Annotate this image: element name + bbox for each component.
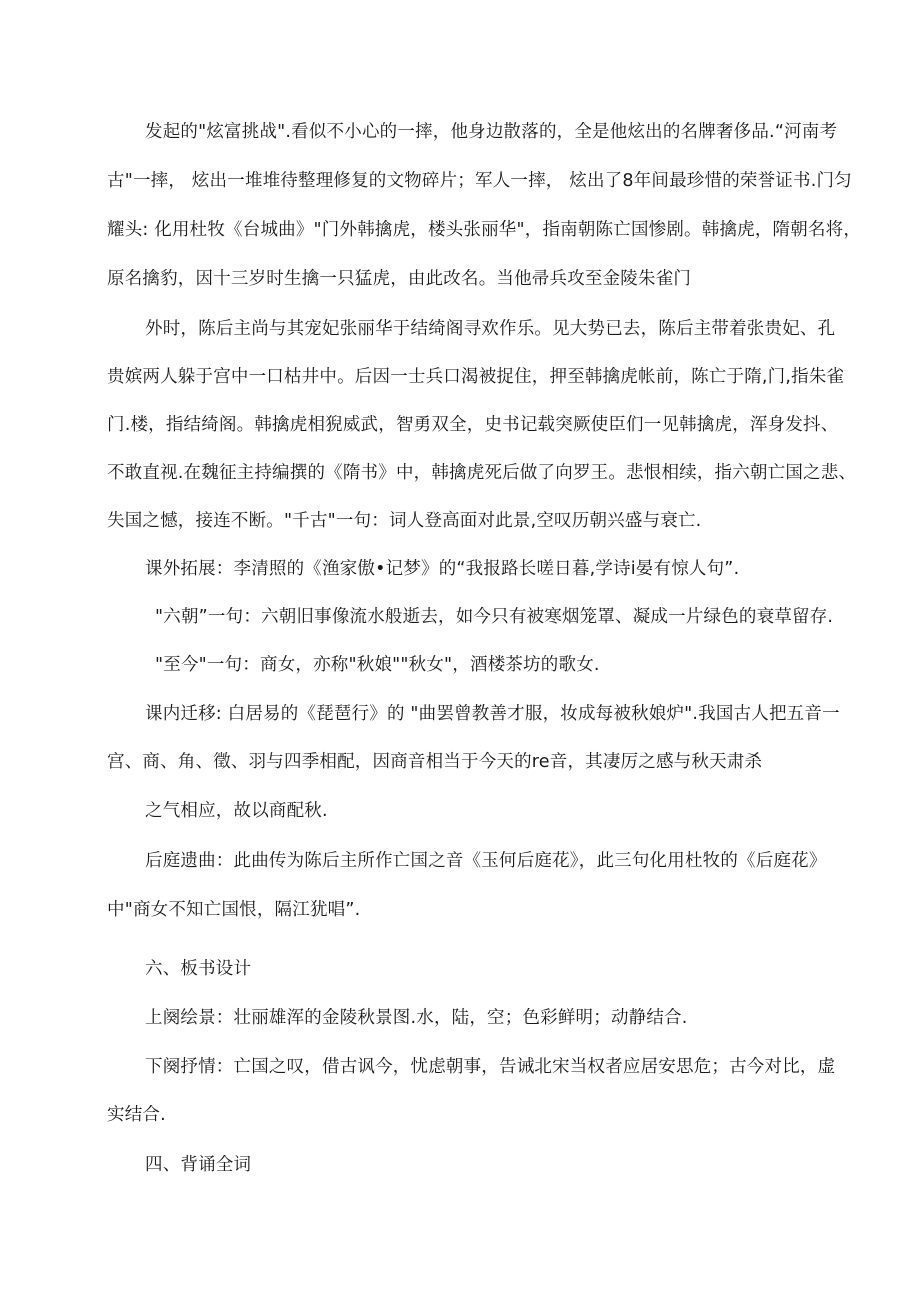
paragraph-line: 下阕抒情：亡国之叹，借古讽今，忧虑朝事，告诫北宋当权者应居安思危；古今对比，虚 — [145, 1057, 836, 1077]
paragraph-line: 外时，陈后主尚与其宠妃张丽华于结绮阁寻欢作乐。见大势已去，陈后主带着张贵妃、孔 — [145, 319, 836, 339]
paragraph-line: 之气相应，故以商配秋. — [145, 801, 328, 821]
section-heading: 六、板书设计 — [145, 959, 252, 979]
paragraph-line: 原名擒豹，因十三岁时生擒一只猛虎，由此改名。当他帚兵攻至金陵朱雀门 — [107, 269, 692, 289]
paragraph-line: 耀头: 化用杜牧《台城曲》"门外韩擒虎，楼头张丽华"，指南朝陈亡国惨剧。韩擒虎，隋朝名将， — [107, 220, 862, 240]
section-heading: 四、背诵全词 — [145, 1155, 252, 1175]
paragraph-line: 贵嫔两人躲于宫中一口枯井中。后因一士兵口渴被捉住，押至韩擒虎帐前，陈亡于隋,门,指朱雀 — [107, 367, 845, 387]
paragraph-line: "至今"一句：商女，亦称"秋娘""秋女"，酒楼茶坊的歌女. — [155, 655, 600, 675]
paragraph-line: 后庭遗曲：此曲传为陈后主所作亡国之音《玉何后庭花》，此三句化用杜牧的《后庭花》 — [145, 851, 827, 871]
paragraph-line: 实结合. — [107, 1105, 166, 1125]
paragraph-line: 中"商女不知亡国恨，隔江犹唱”. — [107, 900, 361, 920]
paragraph-line: 课内迁移: 白居易的《琵琶行》的 "曲罢曾教善才服，妆成每被秋娘炉".我国古人把五音一 — [145, 704, 840, 724]
paragraph-line: 不敢直视.在魏征主持编撰的《隋书》中，韩擒虎死后做了向罗王。悲恨相续，指六朝亡国之悲、 — [107, 463, 857, 483]
paragraph-line: 上阕绘景：壮丽雄浑的金陵秋景图.水，陆，空；色彩鲜明；动静结合. — [145, 1008, 688, 1028]
paragraph-line: 宫、商、角、徵、羽与四季相配，因商音相当于今天的re音，其凄厉之感与秋天肃杀 — [107, 752, 763, 772]
paragraph-line: 古"一摔， 炫出一堆堆待整理修复的文物碎片；军人一摔， 炫出了8年间最珍惜的荣誉证书.门匀 — [107, 171, 852, 191]
paragraph-line: 失国之憾，接连不断。"千古"一句：词人登高面对此景,空叹历朝兴盛与衰亡. — [107, 511, 702, 531]
paragraph-line: "六朝”一句：六朝旧事像流水般逝去，如今只有被寒烟笼罩、凝成一片绿色的衰草留存. — [155, 607, 834, 627]
paragraph-line: 课外拓展：李清照的《渔家傲•记梦》的“我报路长嗟日暮,学诗i晏有惊人句”. — [145, 559, 740, 579]
paragraph-line: 发起的"炫富挑战".看似不小心的一摔，他身边散落的，全是他炫出的名牌奢侈品.“河南考 — [145, 122, 838, 142]
paragraph-line: 门.楼，指结绮阁。韩擒虎相猊威武，智勇双全，史书记载突厥使臣们一见韩擒虎，浑身发抖、 — [107, 415, 839, 435]
